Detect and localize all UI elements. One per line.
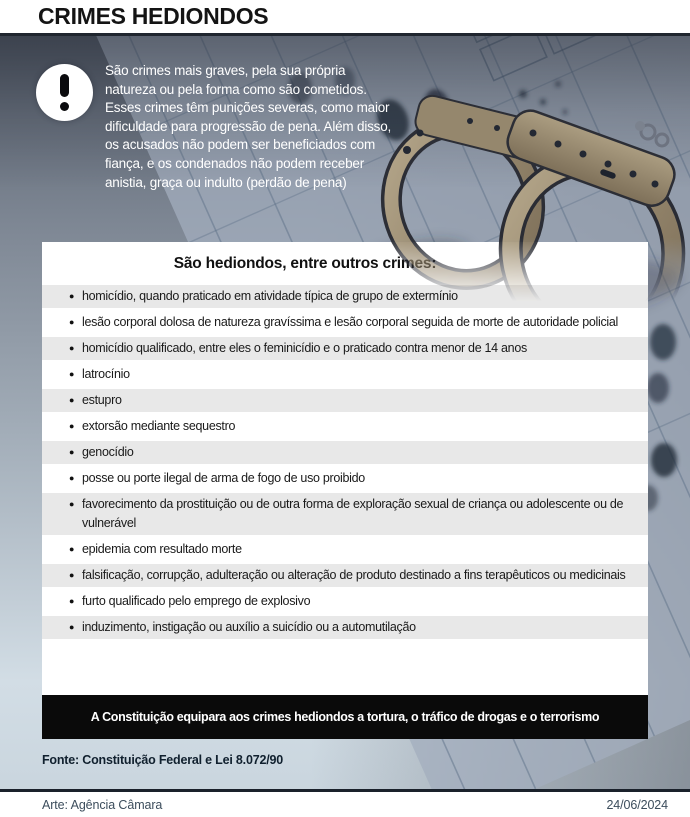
- bullet-dot: ●: [69, 291, 75, 301]
- crime-list-item: [42, 363, 648, 386]
- crime-list-item: [42, 415, 648, 438]
- intro-paragraph: São crimes mais graves, pela sua própria natureza ou pela forma como são cometidos. Esses crimes têm punições severas, como maior dificuldade para progressão de pena. Além disso, os acusados não podem ser beneficiados com fiança, e os condenados não podem receber anistia, graça ou indulto (perdão de pena): [105, 63, 392, 190]
- bullet-dot: ●: [69, 317, 75, 327]
- footer: [0, 792, 690, 817]
- crime-list-item-text: posse ou porte ilegal de arma de fogo de uso proibido: [82, 471, 365, 485]
- crime-list-item: [42, 441, 648, 464]
- crime-list-item-text: furto qualificado pelo emprego de explosivo: [82, 594, 311, 608]
- highlight-bar: [42, 695, 648, 739]
- bullet-dot: ●: [69, 499, 75, 509]
- exclamation-dot: [60, 102, 69, 111]
- crime-list-item: [42, 616, 648, 639]
- bullet-dot: ●: [69, 596, 75, 606]
- crime-list-item-text: induzimento, instigação ou auxílio a suicídio ou a automutilação: [82, 620, 416, 634]
- crimes-list: [42, 285, 648, 639]
- crime-list-item: [42, 590, 648, 613]
- bullet-dot: ●: [69, 570, 75, 580]
- crimes-box-heading: São hediondos, entre outros crimes:: [173, 255, 437, 272]
- crimes-box: [42, 242, 648, 695]
- crime-list-item: [42, 285, 648, 308]
- source-text: Fonte: Constituição Federal e Lei 8.072/90: [42, 753, 283, 767]
- highlight-bar-text: A Constituição equipara aos crimes hediondos a tortura, o tráfico de drogas e o terrorismo: [90, 710, 600, 724]
- bullet-dot: ●: [69, 369, 75, 379]
- crime-list-item: [42, 337, 648, 360]
- footer-date: 24/06/2024: [606, 797, 668, 812]
- bullet-dot: ●: [69, 622, 75, 632]
- crime-list-item-text: favorecimento da prostituição ou de outra forma de exploração sexual de criança ou adolescente ou de vulnerável: [82, 497, 624, 530]
- crime-list-item-text: lesão corporal dolosa de natureza gravíssima e lesão corporal seguida de morte de autoridade policial: [82, 315, 619, 329]
- crime-list-item-text: estupro: [82, 393, 122, 407]
- bullet-dot: ●: [69, 473, 75, 483]
- bullet-dot: ●: [69, 343, 75, 353]
- crime-list-item-text: homicídio qualificado, entre eles o feminicídio e o praticado contra menor de 14 anos: [82, 341, 527, 355]
- crime-list-item: [42, 538, 648, 561]
- crime-list-item-text: latrocínio: [82, 367, 130, 381]
- bullet-dot: ●: [69, 395, 75, 405]
- crime-list-item: [42, 389, 648, 412]
- footer-credit: Arte: Agência Câmara: [42, 797, 163, 812]
- crime-list-item-text: homicídio, quando praticado em atividade típica de grupo de extermínio: [82, 289, 458, 303]
- exclamation-bar: [60, 74, 69, 97]
- crime-list-item: [42, 311, 648, 334]
- crime-list-item-text: falsificação, corrupção, adulteração ou alteração de produto destinado a fins terapêuticos ou medicinais: [82, 568, 626, 582]
- crime-list-item-text: extorsão mediante sequestro: [82, 419, 236, 433]
- bullet-dot: ●: [69, 544, 75, 554]
- page-title: CRIMES HEDIONDOS: [38, 3, 269, 29]
- crime-list-item: [42, 564, 648, 587]
- crime-list-item: [42, 467, 648, 490]
- crime-list-item-text: genocídio: [82, 445, 134, 459]
- bullet-dot: ●: [69, 447, 75, 457]
- bullet-dot: ●: [69, 421, 75, 431]
- crime-list-item-text: epidemia com resultado morte: [82, 542, 242, 556]
- exclamation-icon: [36, 64, 93, 121]
- crime-list-item: [42, 493, 648, 535]
